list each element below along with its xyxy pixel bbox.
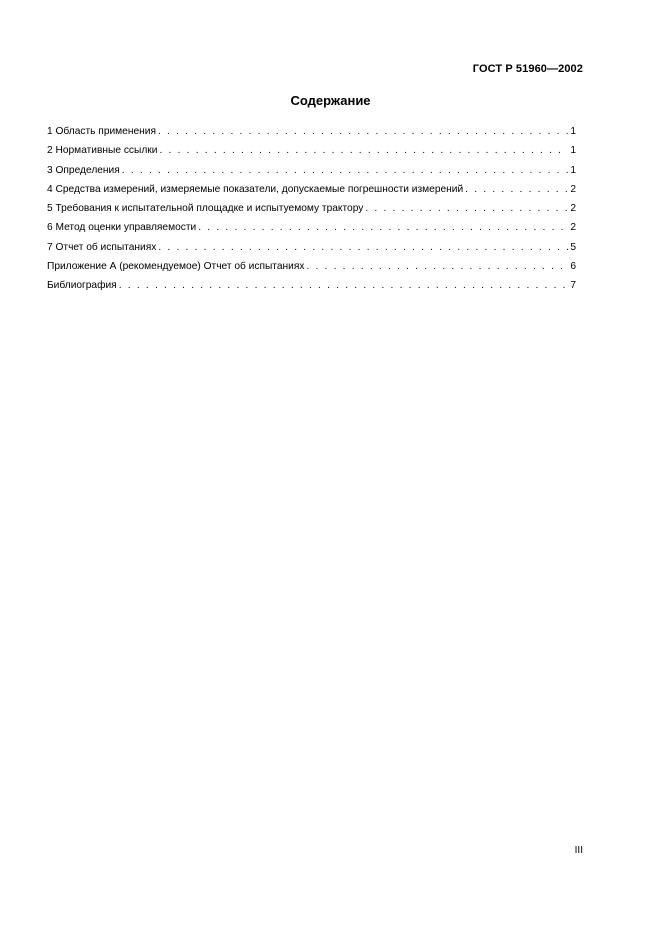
document-code: ГОСТ Р 51960—2002 xyxy=(472,63,583,75)
toc-entry-page: 1 xyxy=(570,164,576,176)
page-number: III xyxy=(574,845,583,856)
toc-entry[interactable] xyxy=(47,276,576,295)
toc-entry-page: 2 xyxy=(570,203,576,215)
toc-entry[interactable] xyxy=(47,141,576,160)
toc-entry-label: 6 Метод оценки управляемости xyxy=(47,222,197,234)
toc-entry-label: 4 Средства измерений, измеряемые показатели, допускаемые погрешности измерений xyxy=(47,183,464,195)
toc-entry-page: 2 xyxy=(570,183,576,195)
toc-entry[interactable] xyxy=(47,218,576,237)
toc-entry-label: Библиография xyxy=(47,280,117,292)
toc-entry[interactable] xyxy=(47,257,576,276)
toc-dot-leader xyxy=(159,141,568,160)
toc-entry-label: 5 Требования к испытательной площадке и испытуемому трактору xyxy=(47,203,364,215)
toc-entry-label: 3 Определения xyxy=(47,164,120,176)
toc-dot-leader xyxy=(365,199,568,218)
toc-entry-label: 1 Область применения xyxy=(47,126,156,137)
toc-entry[interactable] xyxy=(47,238,576,257)
toc-dot-leader xyxy=(465,180,568,199)
toc-dot-leader xyxy=(198,218,568,237)
toc-entry-page: 1 xyxy=(570,126,576,137)
toc-dot-leader xyxy=(158,122,568,141)
toc-entry-label: 2 Нормативные ссылки xyxy=(47,145,158,157)
toc-entry[interactable] xyxy=(47,180,576,199)
toc-entry[interactable] xyxy=(47,122,576,141)
toc-dot-leader xyxy=(306,257,568,276)
toc-dot-leader xyxy=(119,276,569,295)
toc-entry-page: 1 xyxy=(570,145,576,157)
toc-entry[interactable] xyxy=(47,199,576,218)
toc-entry-label: Приложение А (рекомендуемое) Отчет об испытаниях xyxy=(47,261,305,273)
toc-entry-page: 2 xyxy=(570,222,576,234)
toc-entry[interactable] xyxy=(47,161,576,180)
toc-entry-page: 6 xyxy=(570,261,576,273)
toc-dot-leader xyxy=(122,161,569,180)
toc-entry-label: 7 Отчет об испытаниях xyxy=(47,241,157,253)
toc-entry-page: 7 xyxy=(570,280,576,292)
toc-entry-page: 5 xyxy=(570,241,576,253)
table-of-contents xyxy=(47,122,576,296)
toc-title: Содержание xyxy=(290,93,371,108)
toc-dot-leader xyxy=(158,238,568,257)
